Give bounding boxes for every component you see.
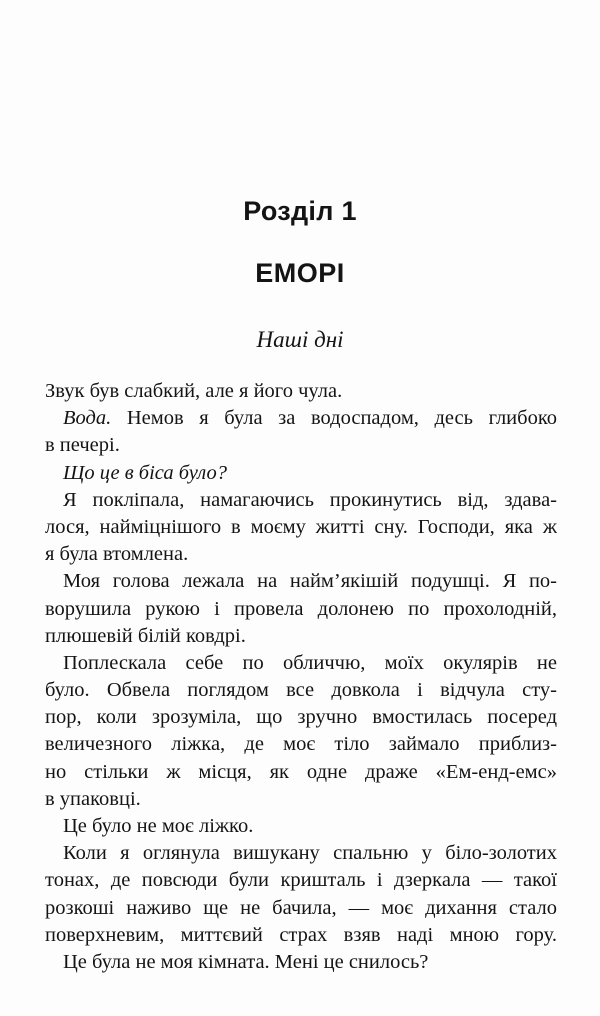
text-line: я була втомлена. bbox=[45, 543, 189, 566]
text-line: Це була не моя кімната. Мені це снилось? bbox=[63, 950, 429, 973]
text-line: пор, коли зрозуміла, що зручно вмостилась посеред bbox=[45, 706, 557, 729]
text-line bbox=[45, 405, 557, 432]
text-line: ворушила рукою і провела долонею по прохолодній, bbox=[45, 597, 557, 620]
text-line: Коли я оглянула вишукану спальню у біло-золотих bbox=[63, 842, 557, 865]
text-line: Я покліпала, намагаючись прокинутись від, здава- bbox=[63, 488, 557, 511]
text-line: величезного ліжка, де моє тіло займало приблиз- bbox=[45, 733, 557, 756]
italic-word: Вода. bbox=[63, 407, 112, 430]
text-line: но стільки ж місця, як одне драже «Ем-енд-емс» bbox=[45, 760, 557, 783]
text-line: було. Обвела поглядом все довкола і вiдчула сту- bbox=[45, 679, 557, 702]
text-run: Немов я була за водоспадом, десь глибоко bbox=[111, 407, 557, 430]
text-line: поверхневим, миттєвий страх взяв наді мною гору. bbox=[45, 923, 557, 946]
text-line: в печері. bbox=[45, 434, 120, 457]
text-line: Моя голова лежала на найм’якiшiй подушці. Я по- bbox=[63, 570, 557, 593]
chapter-title: ЕМОРІ bbox=[255, 258, 345, 288]
chapter-subtitle: Наші дні bbox=[256, 327, 344, 352]
text-line: лося, наймiцнiшого в моєму житті сну. Господи, яка ж bbox=[45, 515, 557, 538]
text-line: плюшевій білій ковдрі. bbox=[45, 624, 246, 647]
body-text bbox=[45, 378, 557, 976]
text-line: в упаковці. bbox=[45, 787, 141, 810]
text-line: Це було не моє ліжко. bbox=[63, 815, 254, 837]
text-line: Звук був слабкий, але я його чула. bbox=[45, 380, 343, 402]
text-line: Поплескала себе по обличчю, моїх окулярів не bbox=[63, 651, 557, 674]
chapter-label: Розділ 1 bbox=[243, 196, 357, 226]
text-line: розкоші наживо ще не бачила, — моє дихання стало bbox=[45, 896, 557, 919]
text-line: тонах, де повсюди були кришталь і дзеркала — такої bbox=[45, 869, 557, 892]
text-line: Що це в біса було? bbox=[63, 461, 227, 484]
